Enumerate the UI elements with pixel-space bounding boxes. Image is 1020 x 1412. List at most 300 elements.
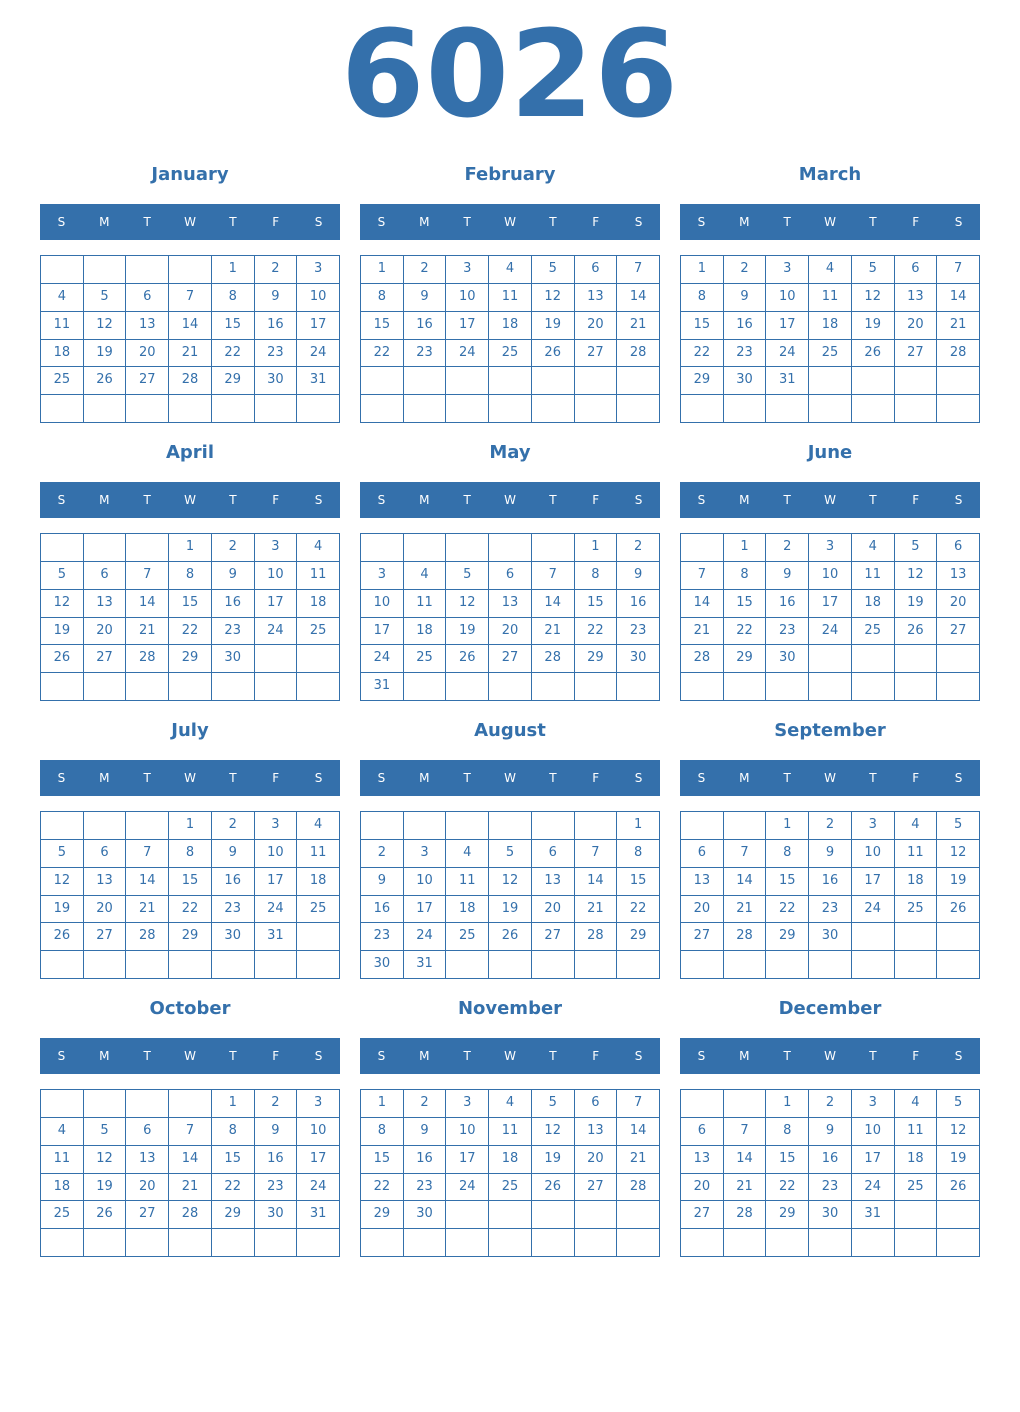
weekday-label: T bbox=[869, 493, 877, 507]
day-cell: 26 bbox=[446, 645, 489, 673]
weekday-label: T bbox=[869, 1049, 877, 1063]
day-cell: 14 bbox=[681, 590, 724, 618]
day-cell: 6 bbox=[681, 1118, 724, 1146]
day-cell: 18 bbox=[297, 868, 340, 896]
day-cell: 3 bbox=[297, 256, 340, 284]
empty-day-cell bbox=[575, 1229, 618, 1257]
day-cell: 21 bbox=[937, 312, 980, 340]
empty-day-cell bbox=[446, 1201, 489, 1229]
day-cell: 23 bbox=[617, 618, 660, 646]
day-cell: 17 bbox=[404, 896, 447, 924]
day-cell: 21 bbox=[575, 896, 618, 924]
day-cell: 16 bbox=[809, 1146, 852, 1174]
weekday-label: M bbox=[99, 215, 110, 229]
weekday-label: M bbox=[419, 771, 430, 785]
day-grid bbox=[360, 533, 660, 701]
day-cell: 18 bbox=[895, 868, 938, 896]
day-cell: 17 bbox=[446, 1146, 489, 1174]
day-cell: 14 bbox=[724, 1146, 767, 1174]
weekday-label: S bbox=[314, 1049, 323, 1063]
empty-day-cell bbox=[532, 367, 575, 395]
empty-day-cell bbox=[852, 673, 895, 701]
empty-day-cell bbox=[724, 1090, 767, 1118]
day-cell: 21 bbox=[126, 618, 169, 646]
empty-day-cell bbox=[41, 951, 84, 979]
day-cell: 2 bbox=[404, 1090, 447, 1118]
day-cell: 14 bbox=[575, 868, 618, 896]
empty-day-cell bbox=[255, 1229, 298, 1257]
day-cell: 14 bbox=[169, 312, 212, 340]
day-cell: 16 bbox=[724, 312, 767, 340]
empty-day-cell bbox=[575, 812, 618, 840]
weekday-label: T bbox=[549, 1049, 557, 1063]
day-cell: 23 bbox=[361, 923, 404, 951]
day-cell: 10 bbox=[766, 284, 809, 312]
weekday-label: F bbox=[592, 215, 600, 229]
day-cell: 19 bbox=[41, 896, 84, 924]
month-name: June bbox=[807, 442, 853, 463]
empty-day-cell bbox=[255, 673, 298, 701]
empty-day-cell bbox=[489, 395, 532, 423]
day-cell: 10 bbox=[852, 1118, 895, 1146]
day-cell: 20 bbox=[489, 618, 532, 646]
day-cell: 13 bbox=[489, 590, 532, 618]
day-cell: 18 bbox=[895, 1146, 938, 1174]
day-cell: 7 bbox=[169, 1118, 212, 1146]
weekday-label: T bbox=[143, 215, 151, 229]
day-cell: 8 bbox=[681, 284, 724, 312]
day-cell: 27 bbox=[937, 618, 980, 646]
day-cell: 8 bbox=[361, 284, 404, 312]
empty-day-cell bbox=[169, 1090, 212, 1118]
day-cell: 28 bbox=[937, 340, 980, 368]
empty-day-cell bbox=[681, 951, 724, 979]
day-cell: 10 bbox=[404, 868, 447, 896]
empty-day-cell bbox=[404, 395, 447, 423]
empty-day-cell bbox=[937, 1229, 980, 1257]
weekday-label: T bbox=[229, 215, 237, 229]
day-cell: 16 bbox=[361, 896, 404, 924]
day-cell: 5 bbox=[852, 256, 895, 284]
weekday-label: S bbox=[634, 493, 643, 507]
weekday-label: S bbox=[954, 215, 963, 229]
empty-day-cell bbox=[84, 1090, 127, 1118]
day-cell: 12 bbox=[84, 312, 127, 340]
day-cell: 9 bbox=[255, 284, 298, 312]
day-cell: 13 bbox=[84, 868, 127, 896]
day-cell: 17 bbox=[297, 312, 340, 340]
weekday-label: W bbox=[504, 771, 516, 785]
day-cell: 16 bbox=[766, 590, 809, 618]
day-cell: 11 bbox=[489, 284, 532, 312]
day-cell: 22 bbox=[361, 1174, 404, 1202]
empty-day-cell bbox=[809, 1229, 852, 1257]
day-grid bbox=[40, 811, 340, 979]
weekday-label: S bbox=[314, 771, 323, 785]
empty-day-cell bbox=[489, 1201, 532, 1229]
day-cell: 4 bbox=[852, 534, 895, 562]
empty-day-cell bbox=[809, 673, 852, 701]
day-cell: 1 bbox=[361, 256, 404, 284]
day-cell: 4 bbox=[41, 284, 84, 312]
day-cell: 13 bbox=[126, 312, 169, 340]
empty-day-cell bbox=[361, 1229, 404, 1257]
empty-day-cell bbox=[937, 367, 980, 395]
day-cell: 3 bbox=[255, 534, 298, 562]
weekday-label: W bbox=[824, 1049, 836, 1063]
day-cell: 24 bbox=[446, 340, 489, 368]
day-cell: 22 bbox=[766, 896, 809, 924]
empty-day-cell bbox=[489, 812, 532, 840]
weekday-label: T bbox=[783, 493, 791, 507]
empty-day-cell bbox=[169, 395, 212, 423]
weekday-label: W bbox=[504, 215, 516, 229]
weekday-header bbox=[680, 1038, 980, 1074]
day-cell: 26 bbox=[532, 1174, 575, 1202]
day-cell: 1 bbox=[575, 534, 618, 562]
day-cell: 15 bbox=[766, 1146, 809, 1174]
day-cell: 28 bbox=[169, 367, 212, 395]
weekday-header bbox=[360, 204, 660, 240]
empty-day-cell bbox=[532, 812, 575, 840]
empty-day-cell bbox=[297, 395, 340, 423]
day-cell: 18 bbox=[297, 590, 340, 618]
day-cell: 16 bbox=[809, 868, 852, 896]
day-cell: 5 bbox=[489, 840, 532, 868]
weekday-label: W bbox=[504, 1049, 516, 1063]
weekday-label: S bbox=[377, 1049, 386, 1063]
day-cell: 29 bbox=[361, 1201, 404, 1229]
day-cell: 30 bbox=[809, 923, 852, 951]
day-cell: 3 bbox=[297, 1090, 340, 1118]
weekday-label: T bbox=[549, 493, 557, 507]
day-cell: 12 bbox=[41, 590, 84, 618]
day-cell: 25 bbox=[809, 340, 852, 368]
day-cell: 11 bbox=[41, 312, 84, 340]
empty-day-cell bbox=[681, 1229, 724, 1257]
month-august bbox=[360, 712, 660, 972]
day-cell: 26 bbox=[84, 367, 127, 395]
empty-day-cell bbox=[84, 395, 127, 423]
day-cell: 23 bbox=[809, 896, 852, 924]
day-cell: 15 bbox=[724, 590, 767, 618]
day-cell: 20 bbox=[937, 590, 980, 618]
empty-day-cell bbox=[937, 1201, 980, 1229]
weekday-label: F bbox=[272, 493, 280, 507]
day-cell: 15 bbox=[361, 1146, 404, 1174]
day-cell: 7 bbox=[937, 256, 980, 284]
month-march bbox=[680, 156, 980, 388]
day-cell: 12 bbox=[532, 284, 575, 312]
day-cell: 3 bbox=[809, 534, 852, 562]
day-cell: 22 bbox=[575, 618, 618, 646]
day-cell: 16 bbox=[404, 1146, 447, 1174]
day-cell: 28 bbox=[126, 923, 169, 951]
day-cell: 7 bbox=[532, 562, 575, 590]
day-cell: 30 bbox=[404, 1201, 447, 1229]
day-cell: 14 bbox=[724, 868, 767, 896]
day-cell: 12 bbox=[41, 868, 84, 896]
day-cell: 26 bbox=[852, 340, 895, 368]
empty-day-cell bbox=[169, 673, 212, 701]
empty-day-cell bbox=[404, 1229, 447, 1257]
day-cell: 10 bbox=[852, 840, 895, 868]
day-cell: 28 bbox=[724, 1201, 767, 1229]
empty-day-cell bbox=[532, 951, 575, 979]
day-cell: 24 bbox=[446, 1174, 489, 1202]
day-cell: 23 bbox=[212, 896, 255, 924]
weekday-label: S bbox=[634, 215, 643, 229]
day-cell: 17 bbox=[297, 1146, 340, 1174]
day-cell: 9 bbox=[361, 868, 404, 896]
day-cell: 8 bbox=[617, 840, 660, 868]
day-cell: 15 bbox=[766, 868, 809, 896]
weekday-label: T bbox=[463, 493, 471, 507]
empty-day-cell bbox=[489, 951, 532, 979]
empty-day-cell bbox=[532, 395, 575, 423]
empty-day-cell bbox=[404, 534, 447, 562]
day-cell: 11 bbox=[446, 868, 489, 896]
empty-day-cell bbox=[297, 673, 340, 701]
weekday-label: T bbox=[783, 771, 791, 785]
month-july bbox=[40, 712, 340, 944]
day-cell: 25 bbox=[489, 340, 532, 368]
day-cell: 23 bbox=[255, 1174, 298, 1202]
empty-day-cell bbox=[446, 534, 489, 562]
day-cell: 28 bbox=[681, 645, 724, 673]
day-cell: 4 bbox=[895, 812, 938, 840]
day-cell: 7 bbox=[724, 840, 767, 868]
day-cell: 15 bbox=[169, 868, 212, 896]
month-september bbox=[680, 712, 980, 944]
day-cell: 27 bbox=[126, 1201, 169, 1229]
day-cell: 7 bbox=[617, 1090, 660, 1118]
weekday-label: T bbox=[229, 1049, 237, 1063]
month-name: January bbox=[151, 164, 229, 185]
day-cell: 11 bbox=[809, 284, 852, 312]
empty-day-cell bbox=[126, 1229, 169, 1257]
day-cell: 13 bbox=[84, 590, 127, 618]
day-cell: 1 bbox=[724, 534, 767, 562]
weekday-header bbox=[40, 204, 340, 240]
empty-day-cell bbox=[617, 951, 660, 979]
day-cell: 4 bbox=[404, 562, 447, 590]
weekday-label: F bbox=[272, 215, 280, 229]
month-name: September bbox=[774, 720, 886, 741]
day-cell: 4 bbox=[297, 812, 340, 840]
day-cell: 29 bbox=[766, 1201, 809, 1229]
day-cell: 24 bbox=[297, 340, 340, 368]
day-cell: 31 bbox=[766, 367, 809, 395]
day-cell: 25 bbox=[404, 645, 447, 673]
day-cell: 17 bbox=[852, 868, 895, 896]
day-cell: 10 bbox=[255, 840, 298, 868]
day-cell: 18 bbox=[446, 896, 489, 924]
day-cell: 15 bbox=[212, 312, 255, 340]
day-cell: 26 bbox=[84, 1201, 127, 1229]
day-cell: 19 bbox=[489, 896, 532, 924]
weekday-label: S bbox=[314, 215, 323, 229]
day-cell: 24 bbox=[852, 896, 895, 924]
day-cell: 2 bbox=[255, 1090, 298, 1118]
weekday-label: F bbox=[592, 771, 600, 785]
day-cell: 3 bbox=[255, 812, 298, 840]
day-cell: 4 bbox=[809, 256, 852, 284]
empty-day-cell bbox=[617, 395, 660, 423]
empty-day-cell bbox=[212, 673, 255, 701]
day-cell: 6 bbox=[532, 840, 575, 868]
day-cell: 23 bbox=[404, 1174, 447, 1202]
empty-day-cell bbox=[212, 951, 255, 979]
day-cell: 28 bbox=[617, 1174, 660, 1202]
day-cell: 20 bbox=[681, 896, 724, 924]
day-cell: 29 bbox=[766, 923, 809, 951]
calendar-year-title: 6026 bbox=[341, 6, 679, 145]
day-cell: 17 bbox=[446, 312, 489, 340]
day-cell: 17 bbox=[809, 590, 852, 618]
weekday-label: S bbox=[954, 771, 963, 785]
day-cell: 11 bbox=[852, 562, 895, 590]
day-cell: 7 bbox=[169, 284, 212, 312]
weekday-label: M bbox=[739, 215, 750, 229]
day-cell: 29 bbox=[575, 645, 618, 673]
day-cell: 8 bbox=[724, 562, 767, 590]
day-cell: 10 bbox=[255, 562, 298, 590]
day-cell: 5 bbox=[937, 1090, 980, 1118]
empty-day-cell bbox=[489, 1229, 532, 1257]
empty-day-cell bbox=[84, 673, 127, 701]
empty-day-cell bbox=[532, 673, 575, 701]
empty-day-cell bbox=[532, 1201, 575, 1229]
empty-day-cell bbox=[126, 256, 169, 284]
day-cell: 8 bbox=[766, 1118, 809, 1146]
weekday-label: S bbox=[697, 215, 706, 229]
empty-day-cell bbox=[724, 673, 767, 701]
empty-day-cell bbox=[297, 951, 340, 979]
day-cell: 16 bbox=[255, 1146, 298, 1174]
day-cell: 2 bbox=[255, 256, 298, 284]
weekday-label: M bbox=[419, 493, 430, 507]
weekday-label: M bbox=[739, 1049, 750, 1063]
empty-day-cell bbox=[852, 367, 895, 395]
day-cell: 22 bbox=[361, 340, 404, 368]
day-cell: 13 bbox=[575, 1118, 618, 1146]
empty-day-cell bbox=[766, 1229, 809, 1257]
day-cell: 29 bbox=[681, 367, 724, 395]
empty-day-cell bbox=[766, 395, 809, 423]
weekday-label: F bbox=[592, 493, 600, 507]
day-cell: 22 bbox=[681, 340, 724, 368]
weekday-header bbox=[680, 760, 980, 796]
weekday-label: W bbox=[184, 215, 196, 229]
day-cell: 22 bbox=[169, 896, 212, 924]
day-cell: 2 bbox=[212, 534, 255, 562]
empty-day-cell bbox=[766, 673, 809, 701]
month-name: August bbox=[474, 720, 546, 741]
empty-day-cell bbox=[404, 812, 447, 840]
empty-day-cell bbox=[681, 1090, 724, 1118]
empty-day-cell bbox=[895, 923, 938, 951]
day-cell: 20 bbox=[681, 1174, 724, 1202]
day-cell: 1 bbox=[361, 1090, 404, 1118]
weekday-label: T bbox=[143, 771, 151, 785]
empty-day-cell bbox=[41, 1229, 84, 1257]
day-cell: 11 bbox=[895, 1118, 938, 1146]
day-cell: 26 bbox=[937, 1174, 980, 1202]
day-cell: 17 bbox=[255, 868, 298, 896]
weekday-label: W bbox=[184, 493, 196, 507]
day-cell: 11 bbox=[297, 840, 340, 868]
day-cell: 21 bbox=[617, 1146, 660, 1174]
day-cell: 5 bbox=[84, 284, 127, 312]
empty-day-cell bbox=[126, 395, 169, 423]
empty-day-cell bbox=[575, 951, 618, 979]
day-cell: 6 bbox=[84, 562, 127, 590]
day-cell: 2 bbox=[617, 534, 660, 562]
day-cell: 24 bbox=[852, 1174, 895, 1202]
empty-day-cell bbox=[809, 645, 852, 673]
day-cell: 27 bbox=[84, 645, 127, 673]
weekday-label: T bbox=[869, 215, 877, 229]
weekday-label: F bbox=[912, 771, 920, 785]
empty-day-cell bbox=[809, 395, 852, 423]
day-grid bbox=[680, 811, 980, 979]
day-cell: 27 bbox=[532, 923, 575, 951]
weekday-label: S bbox=[634, 1049, 643, 1063]
weekday-label: S bbox=[954, 1049, 963, 1063]
weekday-label: F bbox=[272, 771, 280, 785]
month-may bbox=[360, 434, 660, 694]
empty-day-cell bbox=[126, 534, 169, 562]
day-cell: 2 bbox=[809, 1090, 852, 1118]
day-cell: 25 bbox=[297, 896, 340, 924]
day-cell: 29 bbox=[724, 645, 767, 673]
month-october bbox=[40, 990, 340, 1222]
day-cell: 13 bbox=[937, 562, 980, 590]
empty-day-cell bbox=[126, 1090, 169, 1118]
day-cell: 27 bbox=[575, 340, 618, 368]
empty-day-cell bbox=[361, 367, 404, 395]
empty-day-cell bbox=[895, 1201, 938, 1229]
empty-day-cell bbox=[255, 645, 298, 673]
day-cell: 30 bbox=[212, 645, 255, 673]
empty-day-cell bbox=[361, 534, 404, 562]
empty-day-cell bbox=[297, 645, 340, 673]
empty-day-cell bbox=[937, 395, 980, 423]
empty-day-cell bbox=[84, 1229, 127, 1257]
day-cell: 22 bbox=[766, 1174, 809, 1202]
day-cell: 27 bbox=[895, 340, 938, 368]
day-cell: 13 bbox=[681, 1146, 724, 1174]
day-cell: 26 bbox=[41, 923, 84, 951]
day-cell: 4 bbox=[297, 534, 340, 562]
day-cell: 21 bbox=[681, 618, 724, 646]
empty-day-cell bbox=[361, 395, 404, 423]
day-cell: 27 bbox=[681, 1201, 724, 1229]
empty-day-cell bbox=[575, 395, 618, 423]
day-cell: 7 bbox=[126, 562, 169, 590]
day-cell: 5 bbox=[532, 256, 575, 284]
day-grid bbox=[680, 533, 980, 701]
day-cell: 3 bbox=[446, 1090, 489, 1118]
weekday-label: M bbox=[419, 1049, 430, 1063]
day-cell: 24 bbox=[361, 645, 404, 673]
weekday-label: W bbox=[184, 771, 196, 785]
empty-day-cell bbox=[724, 951, 767, 979]
weekday-label: S bbox=[377, 771, 386, 785]
empty-day-cell bbox=[169, 256, 212, 284]
day-cell: 11 bbox=[489, 1118, 532, 1146]
